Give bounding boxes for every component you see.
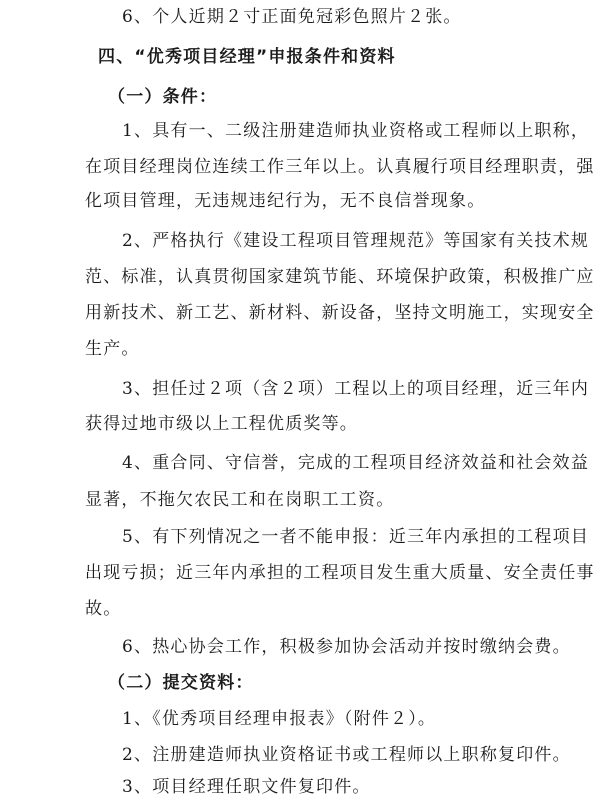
paragraph-line: 用新技术、新工艺、新材料、新设备，坚持文明施工，实现安全 [85,303,595,323]
paragraph-line: 5、有下列情况之一者不能申报：近三年内承担的工程项目 [122,527,590,547]
list-item: 1、《优秀项目经理申报表》（附件２）。 [122,709,437,729]
paragraph-line: 在项目经理岗位连续工作三年以上。认真履行项目经理职责，强 [85,157,595,177]
paragraph-line: 显著，不拖欠农民工和在岗职工工资。 [85,490,395,510]
subsection-heading: （一）条件： [108,87,218,107]
paragraph-line: 3、担任过２项（含２项）工程以上的项目经理，近三年内 [122,379,590,399]
list-item: 3、项目经理任职文件复印件。 [122,777,371,797]
paragraph-line: 2、严格执行《建设工程项目管理规范》等国家有关技术规 [122,231,590,251]
subsection-heading: （二）提交资料： [108,673,254,693]
paragraph-line: 6、热心协会工作，积极参加协会活动并按时缴纳会费。 [122,637,571,657]
section-heading: 四、“优秀项目经理”申报条件和资料 [98,47,396,67]
paragraph-line: 1、具有一、二级注册建造师执业资格或工程师以上职称， [122,121,590,141]
list-item: 6、个人近期２寸正面免冠彩色照片２张。 [122,7,462,27]
paragraph-line: 4、重合同、守信誉，完成的工程项目经济效益和社会效益 [122,453,590,473]
paragraph-line: 化项目管理，无违规违纪行为，无不良信誉现象。 [85,191,486,211]
paragraph-line: 获得过地市级以上工程优质奖等。 [85,414,358,434]
paragraph-line: 故。 [85,599,122,619]
paragraph-line: 生产。 [85,339,140,359]
list-item: 2、注册建造师执业资格证书或工程师以上职称复印件。 [122,745,571,765]
paragraph-line: 出现亏损；近三年内承担的工程项目发生重大质量、安全责任事 [85,563,595,583]
paragraph-line: 范、标准，认真贯彻国家建筑节能、环境保护政策，积极推广应 [85,267,595,287]
